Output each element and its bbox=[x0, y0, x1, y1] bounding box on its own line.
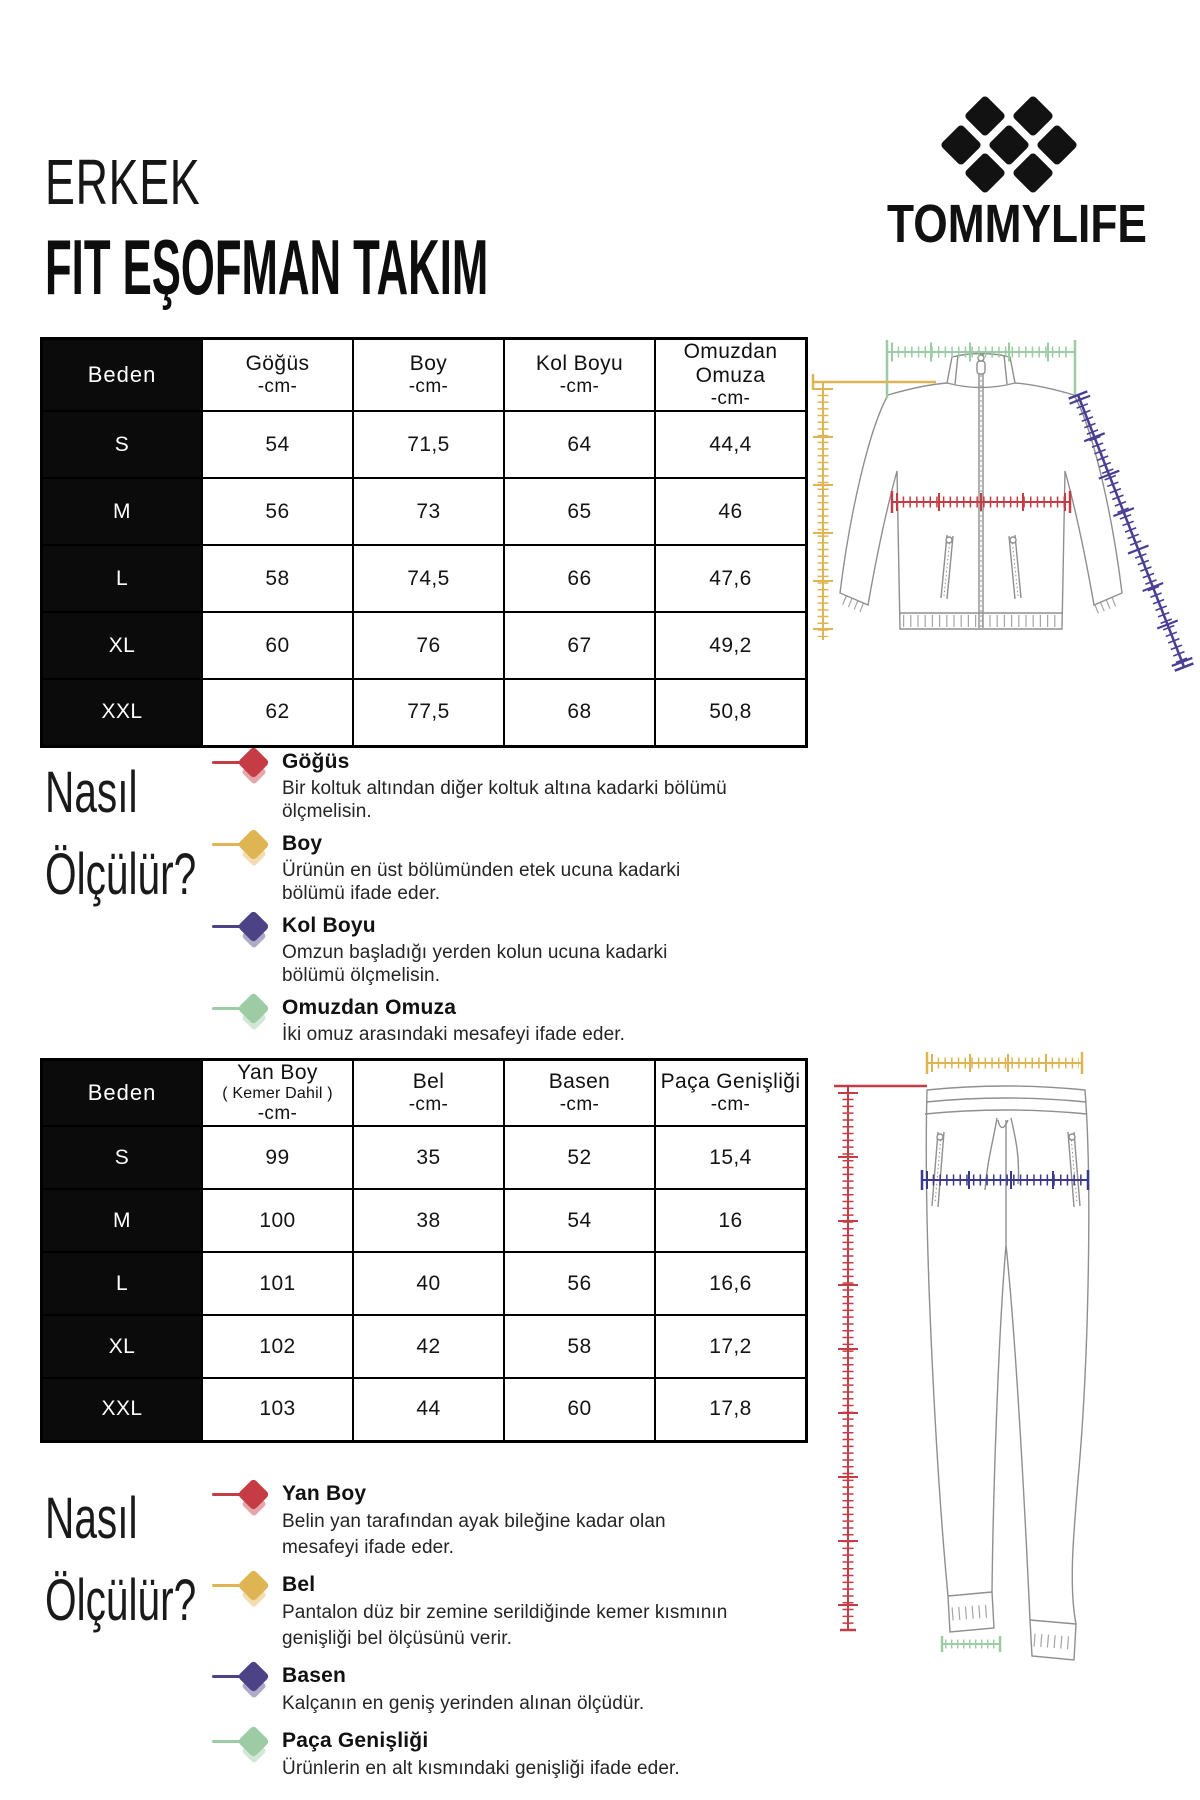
column-header: Basen -cm- bbox=[504, 1060, 655, 1127]
measurement-value: 66 bbox=[504, 545, 655, 612]
measure-guide-label: Kol Boyu bbox=[282, 914, 376, 937]
measurement-value: 54 bbox=[504, 1189, 655, 1252]
pants-line-art bbox=[925, 1086, 1089, 1660]
measurement-value: 17,8 bbox=[655, 1378, 807, 1441]
measurement-value: 76 bbox=[353, 612, 504, 679]
measure-heading-line2: Ölçülür? bbox=[45, 1568, 197, 1633]
size-label: L bbox=[42, 545, 203, 612]
measure-guide-description: Ürünlerin en alt kısmındaki genişliği ifade eder. bbox=[282, 1758, 680, 1779]
jacket-measurement-diagram bbox=[810, 295, 1200, 680]
side-length-ruler bbox=[834, 1086, 927, 1630]
measurement-value: 40 bbox=[353, 1252, 504, 1315]
size-table-row bbox=[42, 1126, 807, 1189]
size-label: XL bbox=[42, 612, 203, 679]
measurement-value: 103 bbox=[202, 1378, 353, 1441]
waist-ruler bbox=[927, 1052, 1082, 1074]
measurement-value: 99 bbox=[202, 1126, 353, 1189]
size-column-header: Beden bbox=[42, 339, 203, 412]
measure-guide-description: Belin yan tarafından ayak bileğine kadar olan mesafeyi ifade eder. bbox=[282, 1511, 666, 1558]
column-header: Bel -cm- bbox=[353, 1060, 504, 1127]
measure-guide-label: Yan Boy bbox=[282, 1482, 367, 1505]
measurement-value: 102 bbox=[202, 1315, 353, 1378]
size-table-row bbox=[42, 1189, 807, 1252]
size-table-row bbox=[42, 545, 807, 612]
size-label: XXL bbox=[42, 679, 203, 746]
pants-measure-guide bbox=[212, 1482, 732, 1794]
measure-guide-description: Pantalon düz bir zemine serildiğinde kemer kısmının genişliği bel ölçüsünü verir. bbox=[282, 1602, 728, 1649]
measurement-value: 71,5 bbox=[353, 411, 504, 478]
measurement-value: 46 bbox=[655, 478, 807, 545]
measure-guide-description: İki omuz arasındaki mesafeyi ifade eder. bbox=[282, 1024, 626, 1045]
measurement-value: 74,5 bbox=[353, 545, 504, 612]
measure-guide-item bbox=[212, 914, 732, 987]
measurement-value: 67 bbox=[504, 612, 655, 679]
size-label: S bbox=[42, 1126, 203, 1189]
measurement-value: 65 bbox=[504, 478, 655, 545]
page-title-product: FIT EŞOFMAN TAKIM bbox=[45, 223, 489, 311]
size-label: S bbox=[42, 411, 203, 478]
measurement-value: 60 bbox=[504, 1378, 655, 1441]
page-title-category: ERKEK bbox=[45, 146, 201, 218]
pants-size-table bbox=[40, 1058, 808, 1443]
column-header: Göğüs -cm- bbox=[202, 339, 353, 412]
measure-guide-label: Basen bbox=[282, 1664, 347, 1687]
size-label: M bbox=[42, 1189, 203, 1252]
measurement-value: 42 bbox=[353, 1315, 504, 1378]
measure-heading-line1: Nasıl bbox=[45, 1486, 138, 1551]
size-table-row bbox=[42, 1378, 807, 1441]
measure-guide-description: Ürünün en üst bölümünden etek ucuna kadarki bölümü ifade eder. bbox=[282, 860, 681, 904]
size-table-row bbox=[42, 679, 807, 746]
measurement-value: 58 bbox=[504, 1315, 655, 1378]
measure-guide-item bbox=[212, 750, 732, 823]
measure-guide-label: Omuzdan Omuza bbox=[282, 996, 457, 1019]
measure-guide-label: Bel bbox=[282, 1573, 316, 1596]
column-header: Kol Boyu -cm- bbox=[504, 339, 655, 412]
size-table-row bbox=[42, 1252, 807, 1315]
size-label: XL bbox=[42, 1315, 203, 1378]
diamond-marker-icon bbox=[212, 1482, 276, 1516]
measure-heading-line2: Ölçülür? bbox=[45, 842, 197, 907]
measurement-value: 16 bbox=[655, 1189, 807, 1252]
jacket-measure-guide bbox=[212, 750, 732, 1055]
measure-guide-label: Göğüs bbox=[282, 750, 350, 773]
measure-guide-item bbox=[212, 1573, 732, 1652]
measurement-value: 56 bbox=[504, 1252, 655, 1315]
diamond-marker-icon bbox=[212, 996, 276, 1030]
measurement-value: 73 bbox=[353, 478, 504, 545]
size-table-row bbox=[42, 411, 807, 478]
measure-heading-line1: Nasıl bbox=[45, 760, 138, 825]
measure-heading-bottom bbox=[45, 1478, 196, 1642]
diamond-marker-icon bbox=[212, 750, 276, 784]
measurement-value: 50,8 bbox=[655, 679, 807, 746]
measure-guide-item bbox=[212, 1664, 732, 1717]
diamond-marker-icon bbox=[212, 832, 276, 866]
measurement-value: 77,5 bbox=[353, 679, 504, 746]
measurement-value: 54 bbox=[202, 411, 353, 478]
measurement-value: 16,6 bbox=[655, 1252, 807, 1315]
measurement-value: 44,4 bbox=[655, 411, 807, 478]
measurement-value: 56 bbox=[202, 478, 353, 545]
size-column-header: Beden bbox=[42, 1060, 203, 1127]
column-header: Paça Genişliği -cm- bbox=[655, 1060, 807, 1127]
size-label: L bbox=[42, 1252, 203, 1315]
measure-guide-description: Kalçanın en geniş yerinden alınan ölçüdür. bbox=[282, 1693, 645, 1714]
measure-guide-description: Bir koltuk altından diğer koltuk altına kadarki bölümü ölçmelisin. bbox=[282, 778, 727, 822]
measurement-value: 100 bbox=[202, 1189, 353, 1252]
measure-guide-item bbox=[212, 996, 732, 1046]
column-header: Omuzdan Omuza -cm- bbox=[655, 339, 807, 412]
size-table-row bbox=[42, 612, 807, 679]
measurement-value: 101 bbox=[202, 1252, 353, 1315]
diamond-marker-icon bbox=[212, 1729, 276, 1763]
measurement-value: 35 bbox=[353, 1126, 504, 1189]
measure-guide-label: Paça Genişliği bbox=[282, 1729, 429, 1752]
measurement-value: 68 bbox=[504, 679, 655, 746]
size-table-row bbox=[42, 478, 807, 545]
measurement-value: 47,6 bbox=[655, 545, 807, 612]
measurement-value: 62 bbox=[202, 679, 353, 746]
measure-guide-label: Boy bbox=[282, 832, 323, 855]
brand-name: TOMMYLIFE bbox=[887, 194, 1147, 254]
column-header: Boy -cm- bbox=[353, 339, 504, 412]
measurement-value: 60 bbox=[202, 612, 353, 679]
measurement-value: 17,2 bbox=[655, 1315, 807, 1378]
size-table-row bbox=[42, 1315, 807, 1378]
measurement-value: 52 bbox=[504, 1126, 655, 1189]
measurement-value: 38 bbox=[353, 1189, 504, 1252]
measurement-value: 64 bbox=[504, 411, 655, 478]
measurement-value: 44 bbox=[353, 1378, 504, 1441]
measurement-value: 58 bbox=[202, 545, 353, 612]
column-header: Yan Boy ( Kemer Dahil ) -cm- bbox=[202, 1060, 353, 1127]
diamond-marker-icon bbox=[212, 1664, 276, 1698]
measure-heading-top bbox=[45, 752, 196, 916]
measure-guide-item bbox=[212, 832, 732, 905]
size-label: XXL bbox=[42, 1378, 203, 1441]
size-label: M bbox=[42, 478, 203, 545]
measure-guide-description: Omzun başladığı yerden kolun ucuna kadarki bölümü ölçmelisin. bbox=[282, 942, 668, 986]
measurement-value: 15,4 bbox=[655, 1126, 807, 1189]
hem-width-ruler bbox=[942, 1636, 1000, 1652]
diamond-marker-icon bbox=[212, 1573, 276, 1607]
diamond-marker-icon bbox=[212, 914, 276, 948]
pants-measurement-diagram bbox=[810, 1040, 1200, 1680]
measure-guide-item bbox=[212, 1729, 732, 1782]
measure-guide-item bbox=[212, 1482, 732, 1561]
measurement-value: 49,2 bbox=[655, 612, 807, 679]
jacket-size-table bbox=[40, 337, 808, 748]
brand-diamonds-logo-icon bbox=[930, 88, 1090, 203]
